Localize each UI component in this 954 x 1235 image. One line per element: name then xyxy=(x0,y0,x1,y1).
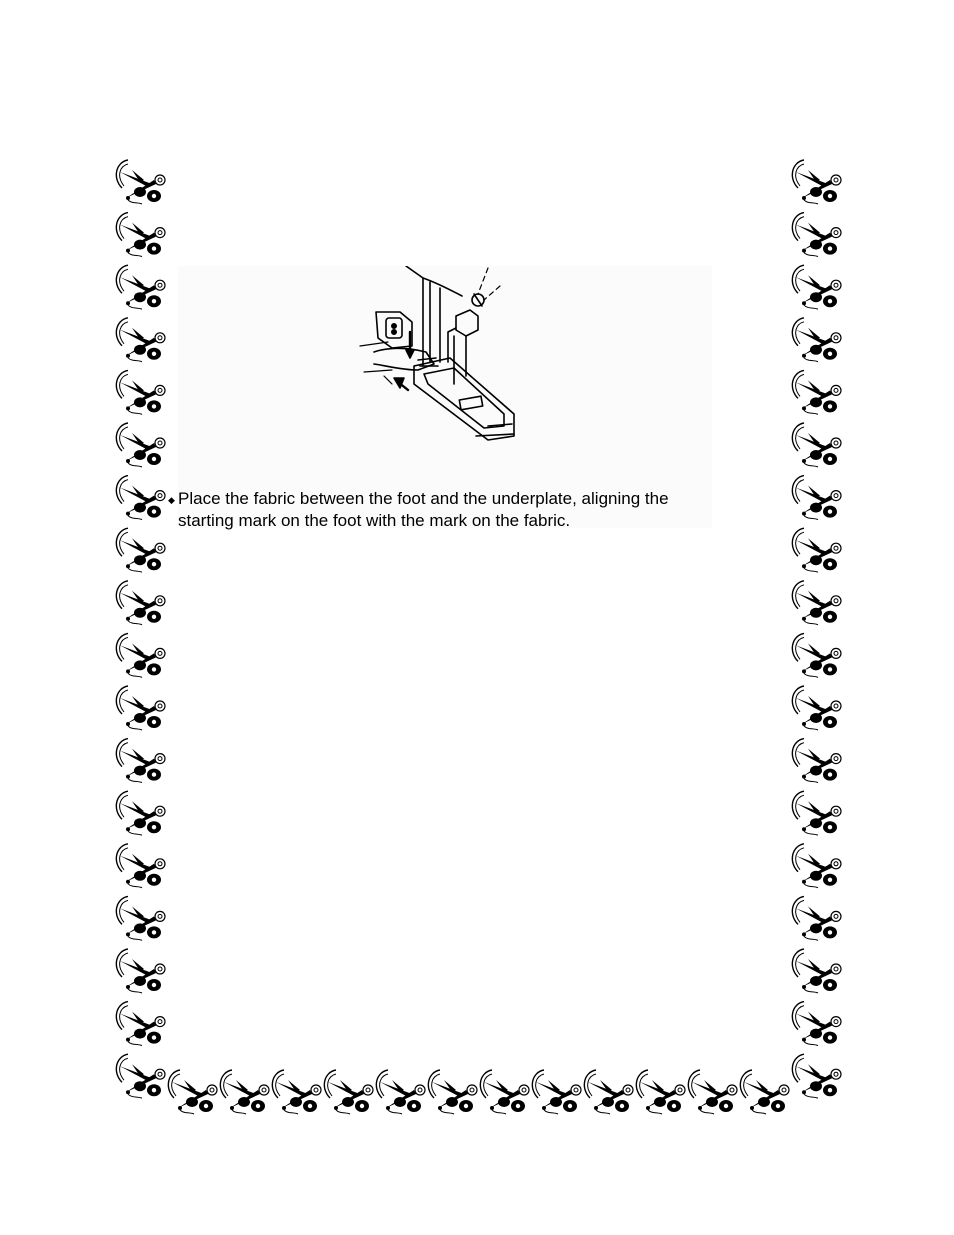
scissors-border-icon xyxy=(116,844,165,888)
scissors-border-icon xyxy=(792,739,841,783)
scissors-border-icon xyxy=(116,791,165,835)
scissors-border-icon xyxy=(116,739,165,783)
scissors-border-icon xyxy=(792,476,841,520)
scissors-border-icon xyxy=(792,581,841,625)
scissors-border-icon xyxy=(792,896,841,940)
scissors-border-icon xyxy=(116,370,165,414)
scissors-border-icon xyxy=(220,1070,269,1114)
scissors-border-icon xyxy=(116,318,165,362)
scissors-border-icon xyxy=(116,1054,165,1098)
scissors-border-icon xyxy=(116,265,165,309)
scissors-border-icon xyxy=(792,318,841,362)
scissors-border-icon xyxy=(636,1070,685,1114)
scissors-border-icon xyxy=(532,1070,581,1114)
scissors-border-icon xyxy=(584,1070,633,1114)
scissors-border-icon xyxy=(116,160,165,204)
scissors-border-icon xyxy=(116,213,165,257)
scissors-border-icon xyxy=(792,528,841,572)
scissors-border-icon xyxy=(792,844,841,888)
scissors-border-icon xyxy=(792,686,841,730)
instruction-paragraph xyxy=(168,488,728,532)
scissors-border-icon xyxy=(792,265,841,309)
scissors-border-icon xyxy=(792,791,841,835)
scissors-border-icon xyxy=(116,476,165,520)
scissors-border-icon xyxy=(116,1002,165,1046)
scissors-border-icon xyxy=(168,1070,217,1114)
scissors-border-icon xyxy=(688,1070,737,1114)
scissors-border-icon xyxy=(428,1070,477,1114)
scissors-border-icon xyxy=(792,370,841,414)
scissors-border-icon xyxy=(480,1070,529,1114)
scissors-border-icon xyxy=(116,633,165,677)
scissors-border-icon xyxy=(792,213,841,257)
scissors-border-icon xyxy=(116,528,165,572)
scissors-border-icon xyxy=(116,949,165,993)
scissors-border-icon xyxy=(116,686,165,730)
scissors-border-icon xyxy=(792,160,841,204)
scissors-border-icon xyxy=(116,896,165,940)
scissors-border-icon xyxy=(792,423,841,467)
scissors-border-icon xyxy=(116,581,165,625)
scissors-border-icon xyxy=(324,1070,373,1114)
scissors-border-icon xyxy=(740,1070,789,1114)
scissors-border-icon xyxy=(376,1070,425,1114)
scissors-border-icon xyxy=(792,1054,841,1098)
scissors-border-icon xyxy=(116,423,165,467)
instruction-text: Place the fabric between the foot and the underplate, aligning the starting mark on the foot with the mark on the fabric. xyxy=(178,489,669,530)
scissors-border-icon xyxy=(792,949,841,993)
bullet-icon: ◆ xyxy=(168,495,175,505)
scissors-border-icon xyxy=(272,1070,321,1114)
scissors-border-icon xyxy=(792,633,841,677)
scissors-border-icon xyxy=(792,1002,841,1046)
